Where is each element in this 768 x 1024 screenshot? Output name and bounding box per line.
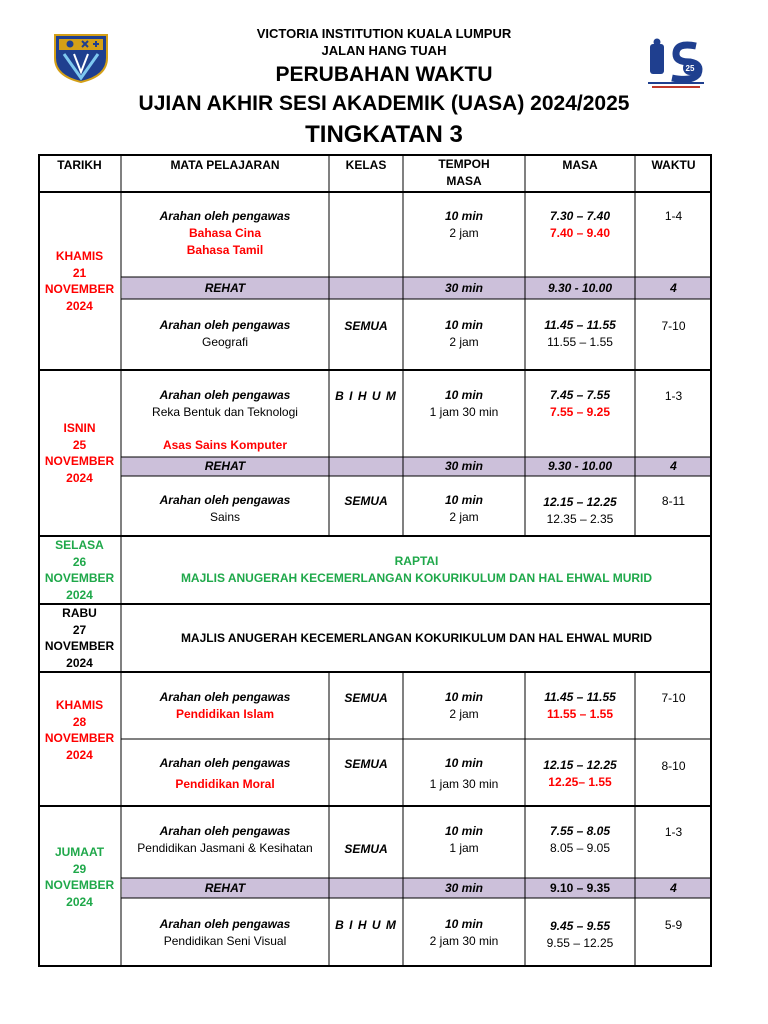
date-number: 26 — [72, 554, 87, 569]
time-instruction: 7.55 – 8.05 — [549, 824, 611, 838]
supervisor-instruction: Arahan oleh pengawas — [159, 318, 291, 332]
class-cell: SEMUA — [344, 756, 388, 771]
date-cell — [38, 370, 121, 536]
duration-instruction: 10 min — [444, 388, 483, 402]
col-header-masa: MASA — [562, 157, 598, 172]
supervisor-instruction: Arahan oleh pengawas — [159, 388, 291, 402]
date-cell — [38, 536, 121, 604]
duration-cell — [403, 317, 525, 353]
rehat-period: 4 — [670, 880, 677, 895]
class-cell: B I H U M — [335, 917, 397, 932]
duration-cell — [403, 387, 525, 423]
col-header-waktu: WAKTU — [651, 157, 696, 172]
time-exam: 12.25– 1.55 — [548, 775, 612, 789]
supervisor-instruction: Arahan oleh pengawas — [159, 917, 291, 931]
col-header-mata-pelajaran: MATA PELAJARAN — [170, 157, 280, 172]
subject-cell — [121, 823, 329, 859]
period-cell: 1-3 — [664, 824, 683, 839]
rehat-time: 9.30 - 10.00 — [547, 280, 613, 295]
date-day: KHAMIS — [55, 698, 104, 712]
date-cell — [38, 604, 121, 672]
subject-cell — [121, 689, 329, 725]
time-exam: 11.55 – 1.55 — [546, 707, 614, 721]
class-cell: SEMUA — [344, 690, 388, 705]
time-cell — [525, 918, 635, 954]
subject-cell — [121, 492, 329, 528]
subject-cell — [121, 208, 329, 260]
time-cell — [525, 208, 635, 244]
timetable — [38, 154, 712, 967]
subject-name: Pendidikan Jasmani & Kesihatan — [137, 841, 313, 855]
date-day: JUMAAT — [54, 845, 105, 859]
time-exam: 11.55 – 1.55 — [547, 335, 613, 349]
date-cell — [38, 192, 121, 370]
date-year: 2024 — [66, 298, 93, 313]
date-cell — [38, 806, 121, 967]
duration-instruction: 10 min — [444, 318, 483, 332]
class-cell: B I H U M — [335, 388, 397, 403]
subject-name: Bahasa Tamil — [186, 243, 264, 257]
date-day: ISNIN — [63, 421, 96, 435]
rehat-time: 9.30 - 10.00 — [547, 459, 613, 473]
date-day: KHAMIS — [55, 249, 104, 263]
rehat-label: REHAT — [204, 280, 246, 295]
time-exam: 8.05 – 9.05 — [549, 841, 611, 855]
time-instruction: 12.15 – 12.25 — [543, 495, 617, 509]
duration-instruction: 10 min — [444, 493, 483, 507]
col-header-tempoh-masa — [403, 156, 525, 190]
emblem-number: 25 — [685, 64, 695, 73]
duration-instruction: 10 min — [444, 756, 483, 770]
supervisor-instruction: Arahan oleh pengawas — [159, 493, 291, 507]
class-cell: SEMUA — [344, 841, 388, 856]
period-cell: 7-10 — [661, 690, 686, 705]
rehat-duration: 30 min — [444, 459, 483, 473]
duration-instruction: 10 min — [444, 690, 483, 704]
rehat-duration: 30 min — [444, 280, 483, 295]
time-exam: 7.40 – 9.40 — [549, 226, 611, 240]
subject-name: Pendidikan Moral — [175, 777, 275, 791]
school-crest-icon — [52, 32, 110, 84]
subject-name: Bahasa Cina — [188, 226, 262, 240]
supervisor-instruction: Arahan oleh pengawas — [159, 756, 291, 770]
time-instruction: 7.45 – 7.55 — [549, 388, 611, 402]
time-cell — [525, 494, 635, 530]
page-subtitle: UJIAN AKHIR SESI AKADEMIK (UASA) 2024/2025 — [138, 92, 630, 115]
period-cell: 1-3 — [664, 388, 683, 403]
date-month: NOVEMBER — [44, 454, 115, 468]
date-month: NOVEMBER — [44, 639, 115, 653]
date-month: NOVEMBER — [44, 731, 115, 745]
date-year: 2024 — [66, 587, 93, 602]
time-cell — [525, 823, 635, 859]
date-number: 25 — [72, 437, 87, 452]
duration-cell — [403, 755, 525, 793]
duration-exam: 1 jam 30 min — [429, 777, 499, 791]
rehat-period: 4 — [670, 280, 677, 295]
date-month: NOVEMBER — [44, 878, 115, 892]
class-cell: SEMUA — [344, 493, 388, 508]
duration-exam: 2 jam 30 min — [429, 934, 499, 948]
period-cell: 1-4 — [664, 209, 683, 223]
duration-exam: 2 jam — [449, 335, 479, 349]
subject-name: Asas Sains Komputer — [162, 438, 288, 452]
duration-instruction: 10 min — [444, 209, 483, 223]
time-exam: 7.55 – 9.25 — [549, 405, 611, 419]
period-cell: 7-10 — [661, 318, 686, 333]
duration-cell — [403, 689, 525, 725]
supervisor-instruction: Arahan oleh pengawas — [159, 209, 291, 223]
subject-name: Reka Bentuk dan Teknologi — [152, 405, 298, 419]
rehat-label: REHAT — [204, 459, 246, 473]
period-cell: 8-11 — [661, 493, 686, 508]
date-cell — [38, 672, 121, 806]
time-instruction: 9.45 – 9.55 — [549, 919, 611, 933]
col-header-kelas: KELAS — [345, 157, 387, 172]
col-header-tempoh-line1: TEMPOH — [438, 157, 490, 171]
duration-exam: 1 jam 30 min — [429, 405, 499, 419]
duration-exam: 2 jam — [449, 707, 479, 721]
date-day: SELASA — [55, 538, 104, 552]
date-month: NOVEMBER — [44, 282, 115, 296]
duration-cell — [403, 916, 525, 952]
date-year: 2024 — [66, 894, 93, 909]
time-instruction: 11.45 – 11.55 — [544, 318, 616, 332]
rehat-period: 4 — [670, 459, 677, 473]
period-cell: 8-10 — [661, 758, 686, 773]
date-month: NOVEMBER — [44, 571, 115, 585]
time-exam: 9.55 – 12.25 — [546, 936, 614, 950]
duration-cell — [403, 492, 525, 528]
rehat-label: REHAT — [204, 880, 246, 895]
subject-name: Geografi — [201, 335, 249, 349]
event-line: RAPTAI — [394, 554, 439, 568]
subject-cell — [121, 317, 329, 353]
time-instruction: 11.45 – 11.55 — [544, 690, 616, 704]
duration-exam: 1 jam — [449, 841, 479, 855]
date-number: 29 — [72, 861, 87, 876]
time-cell — [525, 317, 635, 353]
date-day: RABU — [62, 606, 97, 620]
date-number: 21 — [72, 265, 87, 280]
event-line: MAJLIS ANUGERAH KECEMERLANGAN KOKURIKULUM DAN HAL EHWAL MURID — [180, 571, 653, 585]
class-cell: SEMUA — [344, 318, 388, 333]
time-exam: 12.35 – 2.35 — [546, 512, 614, 526]
col-header-tarikh: TARIKH — [57, 157, 102, 172]
date-number: 28 — [72, 714, 87, 729]
form-level-title: TINGKATAN 3 — [305, 121, 463, 148]
duration-cell — [403, 823, 525, 859]
time-cell — [525, 757, 635, 793]
supervisor-instruction: Arahan oleh pengawas — [159, 690, 291, 704]
duration-exam: 2 jam — [449, 226, 479, 240]
subject-name: Pendidikan Islam — [175, 707, 275, 721]
subject-cell — [121, 387, 329, 457]
time-instruction: 12.15 – 12.25 — [543, 758, 617, 772]
date-year: 2024 — [66, 747, 93, 762]
time-cell — [525, 689, 635, 725]
event-line: MAJLIS ANUGERAH KECEMERLANGAN KOKURIKULUM DAN HAL EHWAL MURID — [180, 630, 653, 645]
period-cell: 5-9 — [664, 917, 683, 932]
col-header-tempoh-line2: MASA — [446, 174, 482, 188]
duration-instruction: 10 min — [444, 917, 483, 931]
duration-cell — [403, 208, 525, 244]
rehat-duration: 30 min — [444, 880, 483, 895]
organization-emblem-icon — [646, 38, 706, 92]
duration-instruction: 10 min — [444, 824, 483, 838]
subject-cell — [121, 755, 329, 793]
event-cell — [121, 604, 712, 672]
time-instruction: 7.30 – 7.40 — [549, 209, 611, 223]
institution-name: VICTORIA INSTITUTION KUALA LUMPUR — [256, 26, 512, 41]
subject-cell — [121, 916, 329, 952]
time-cell — [525, 387, 635, 423]
supervisor-instruction: Arahan oleh pengawas — [159, 824, 291, 838]
institution-address: JALAN HANG TUAH — [321, 43, 447, 58]
date-year: 2024 — [66, 655, 93, 670]
rehat-time: 9.10 – 9.35 — [549, 880, 611, 895]
page-title: PERUBAHAN WAKTU — [275, 63, 493, 86]
subject-name: Pendidikan Seni Visual — [163, 934, 287, 948]
date-number: 27 — [72, 622, 87, 637]
date-year: 2024 — [66, 470, 93, 485]
event-cell — [121, 536, 712, 604]
duration-exam: 2 jam — [449, 510, 479, 524]
subject-name: Sains — [209, 510, 241, 524]
